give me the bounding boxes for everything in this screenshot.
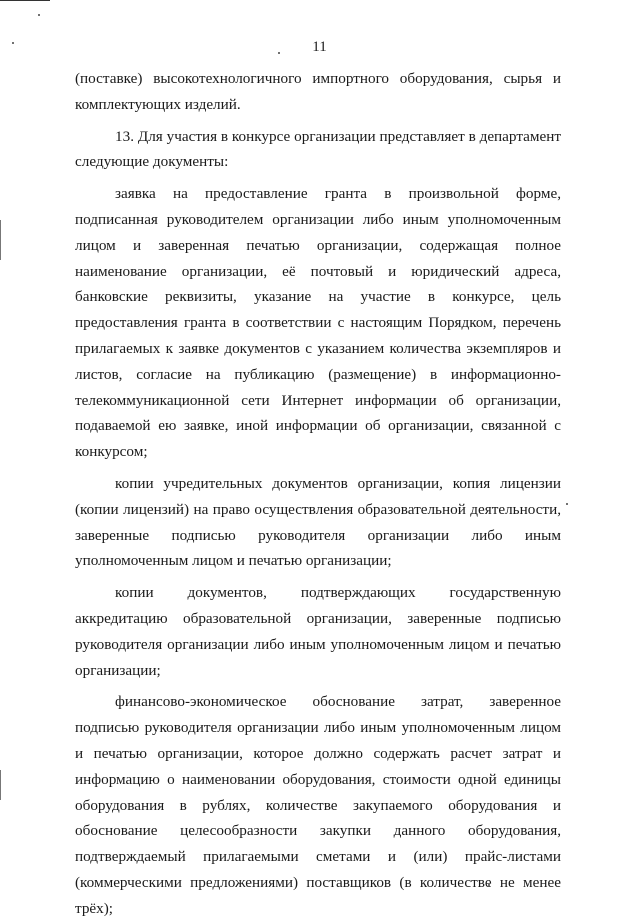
paragraph-financial-justification: финансово-экономическое обоснование затрат, заверенное подписью руководителя организации либо иным уполномоченным лицом и печатью организации, которое должно содержать расчет затрат и информацию о наименовании оборудования, стоимости одной единицы оборудования в рублях, количестве закупаемого оборудования и обоснование целесообразности закупки данного оборудования, подтверждаемый прилагаемыми сметами и (или) прайс-листами (коммерческими предложениями) поставщиков (в количестве не менее трёх);: [75, 693, 561, 917]
paragraph-continuation: (поставке) высокотехнологичного импортного оборудования, сырья и комплектующих изделий.: [75, 70, 561, 113]
paragraph-clause-13: 13. Для участия в конкурсе организации представляет в департамент следующие документы:: [75, 127, 561, 171]
paragraph-founding-documents: копии учредительных документов организации, копия лицензии (копии лицензий) на право осуществления образовательной деятельности, заверенные подписью руководителя организации либо иным уполномоченным лицом и печатью организации;: [75, 474, 561, 570]
scan-edge-mark: [0, 220, 1, 260]
paragraph-accreditation: копии документов, подтверждающих государственную аккредитацию образовательной организации, заверенные подписью руководителя организации либо иным уполномоченным лицом и печатью организации;: [75, 584, 561, 679]
scan-speck: [566, 503, 568, 505]
page-number: 11: [312, 39, 327, 55]
paragraph-application: заявка на предоставление гранта в произвольной форме, подписанная руководителем организации либо иным уполномоченным лицом и заверенная печатью организации, содержащая полное наименование организации, её почтовый и юридический адреса, банковские реквизиты, указание на участие в конкурсе, цель предоставления гранта в соответствии с настоящим Порядком, перечень прилагаемых к заявке документов с указанием количества экземпляров и листов, согласие на публикацию (размещение) в информационно-телекоммуникационной сети Интернет информации об организации, подаваемой ею заявке, иной информации об организации, связанной с конкурсом;: [75, 185, 561, 461]
scan-speck: [38, 14, 40, 16]
document-body: [75, 66, 561, 922]
scan-edge-mark: [0, 770, 1, 800]
scan-edge-line: [0, 0, 50, 1]
